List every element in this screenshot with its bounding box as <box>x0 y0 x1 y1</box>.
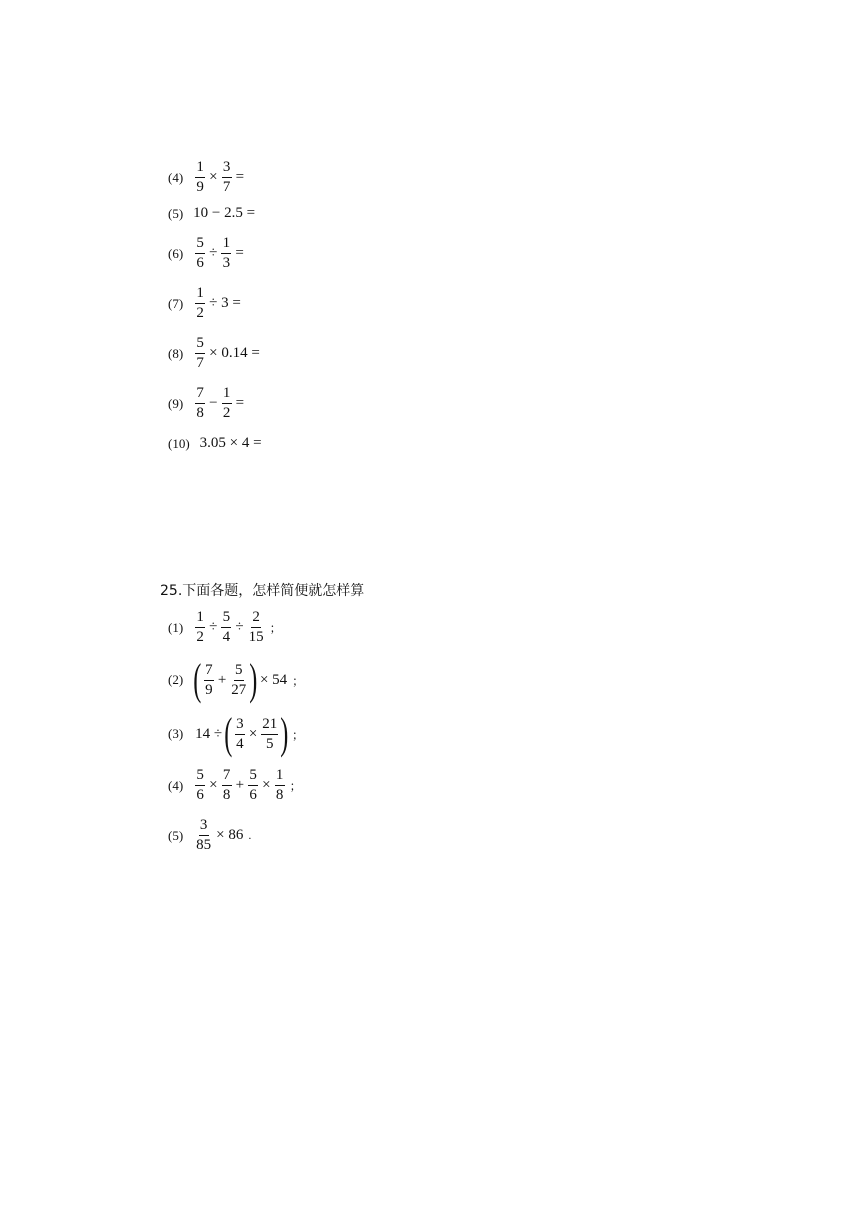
fraction: $\frac{1}{9}$ <box>196 159 204 195</box>
item-number: (4) <box>168 777 184 793</box>
item-number: (2) <box>168 672 184 687</box>
expression-lead: 14 ÷ <box>195 725 223 742</box>
right-parenthesis: ) <box>280 709 289 758</box>
left-parenthesis: ( <box>193 655 202 704</box>
fraction: $\frac{3}{7}$ <box>222 159 231 195</box>
fraction: $\frac{5}{6}$ <box>196 767 204 803</box>
equals-sign: = <box>235 169 245 185</box>
fraction: $\frac{7}{9}$ <box>205 661 213 698</box>
fraction: $\frac{1}{2}$ <box>222 385 231 421</box>
fraction: $\frac{7}{8}$ <box>196 385 204 421</box>
question-25-3 <box>168 709 304 758</box>
expression-rest: × 0.14 = <box>209 345 260 361</box>
problem-5 <box>168 205 255 222</box>
operator: ÷ <box>209 619 218 635</box>
fraction: $\frac{1}{2}$ <box>196 609 204 645</box>
right-parenthesis: ) <box>249 655 258 704</box>
expression <box>193 286 243 321</box>
question-25-2 <box>168 655 305 704</box>
expression <box>193 336 262 371</box>
operator: + <box>235 777 245 793</box>
operator: − <box>209 395 218 411</box>
item-number: (1) <box>168 619 184 635</box>
fraction: $\frac{5}{7}$ <box>196 335 204 371</box>
punctuation: ； <box>291 727 304 742</box>
expression <box>193 709 304 758</box>
problem-8 <box>168 336 262 371</box>
item-number: (10) <box>168 435 190 451</box>
problem-10 <box>168 435 262 452</box>
expression <box>193 160 246 195</box>
equals-sign: = <box>235 395 245 411</box>
operator: ÷ <box>235 619 244 635</box>
item-number: (5) <box>168 205 184 221</box>
fraction: $\frac{2}{15}$ <box>248 609 264 645</box>
fraction: $\frac{3}{4}$ <box>236 715 244 752</box>
item-number: (6) <box>168 245 184 261</box>
fraction: $\frac{1}{2}$ <box>196 285 204 321</box>
expression: 10 − 2.5 = <box>193 205 256 221</box>
fraction: $\frac{5}{27}$ <box>231 661 247 698</box>
fraction: $\frac{3}{85}$ <box>196 817 212 853</box>
item-number: (4) <box>168 169 184 185</box>
item-number: (3) <box>168 726 184 741</box>
expression-rest: × 86 <box>216 827 244 843</box>
fraction: $\frac{5}{6}$ <box>249 767 257 803</box>
fraction: $\frac{5}{4}$ <box>222 609 231 645</box>
question-25-5 <box>168 818 251 853</box>
punctuation: . <box>248 828 252 842</box>
expression <box>193 386 246 421</box>
expression-rest: ÷ 3 = <box>209 295 241 311</box>
expression <box>193 768 301 803</box>
operator: × <box>248 725 258 742</box>
question-25-1 <box>168 610 282 645</box>
question-title: 25.下面各题，怎样简便就怎样算 <box>160 583 365 599</box>
fraction: $\frac{1}{8}$ <box>275 767 284 803</box>
fraction: $\frac{1}{3}$ <box>222 235 231 271</box>
problem-6 <box>168 236 246 271</box>
fraction: $\frac{5}{6}$ <box>196 235 204 271</box>
question-25-4 <box>168 768 302 803</box>
punctuation: ； <box>269 621 282 635</box>
operator: + <box>217 671 227 688</box>
operator: × <box>209 169 218 185</box>
expression-rest: × 54 <box>259 671 288 688</box>
punctuation: ； <box>289 779 302 793</box>
operator: × <box>209 777 218 793</box>
problem-7 <box>168 286 243 321</box>
operator: × <box>262 777 271 793</box>
item-number: (5) <box>168 827 184 843</box>
fraction: $\frac{7}{8}$ <box>222 767 231 803</box>
left-parenthesis: ( <box>224 709 233 758</box>
item-number: (8) <box>168 345 184 361</box>
fraction: $\frac{21}{5}$ <box>262 715 278 752</box>
item-number: (9) <box>168 395 184 411</box>
problem-4 <box>168 160 246 195</box>
expression <box>193 236 246 271</box>
expression <box>193 818 251 853</box>
problem-9 <box>168 386 246 421</box>
operator: ÷ <box>209 245 218 261</box>
expression <box>193 610 281 645</box>
item-number: (7) <box>168 295 184 311</box>
expression: 3.05 × 4 = <box>199 435 262 451</box>
punctuation: ； <box>292 673 305 688</box>
expression <box>193 655 305 704</box>
equals-sign: = <box>235 245 244 261</box>
